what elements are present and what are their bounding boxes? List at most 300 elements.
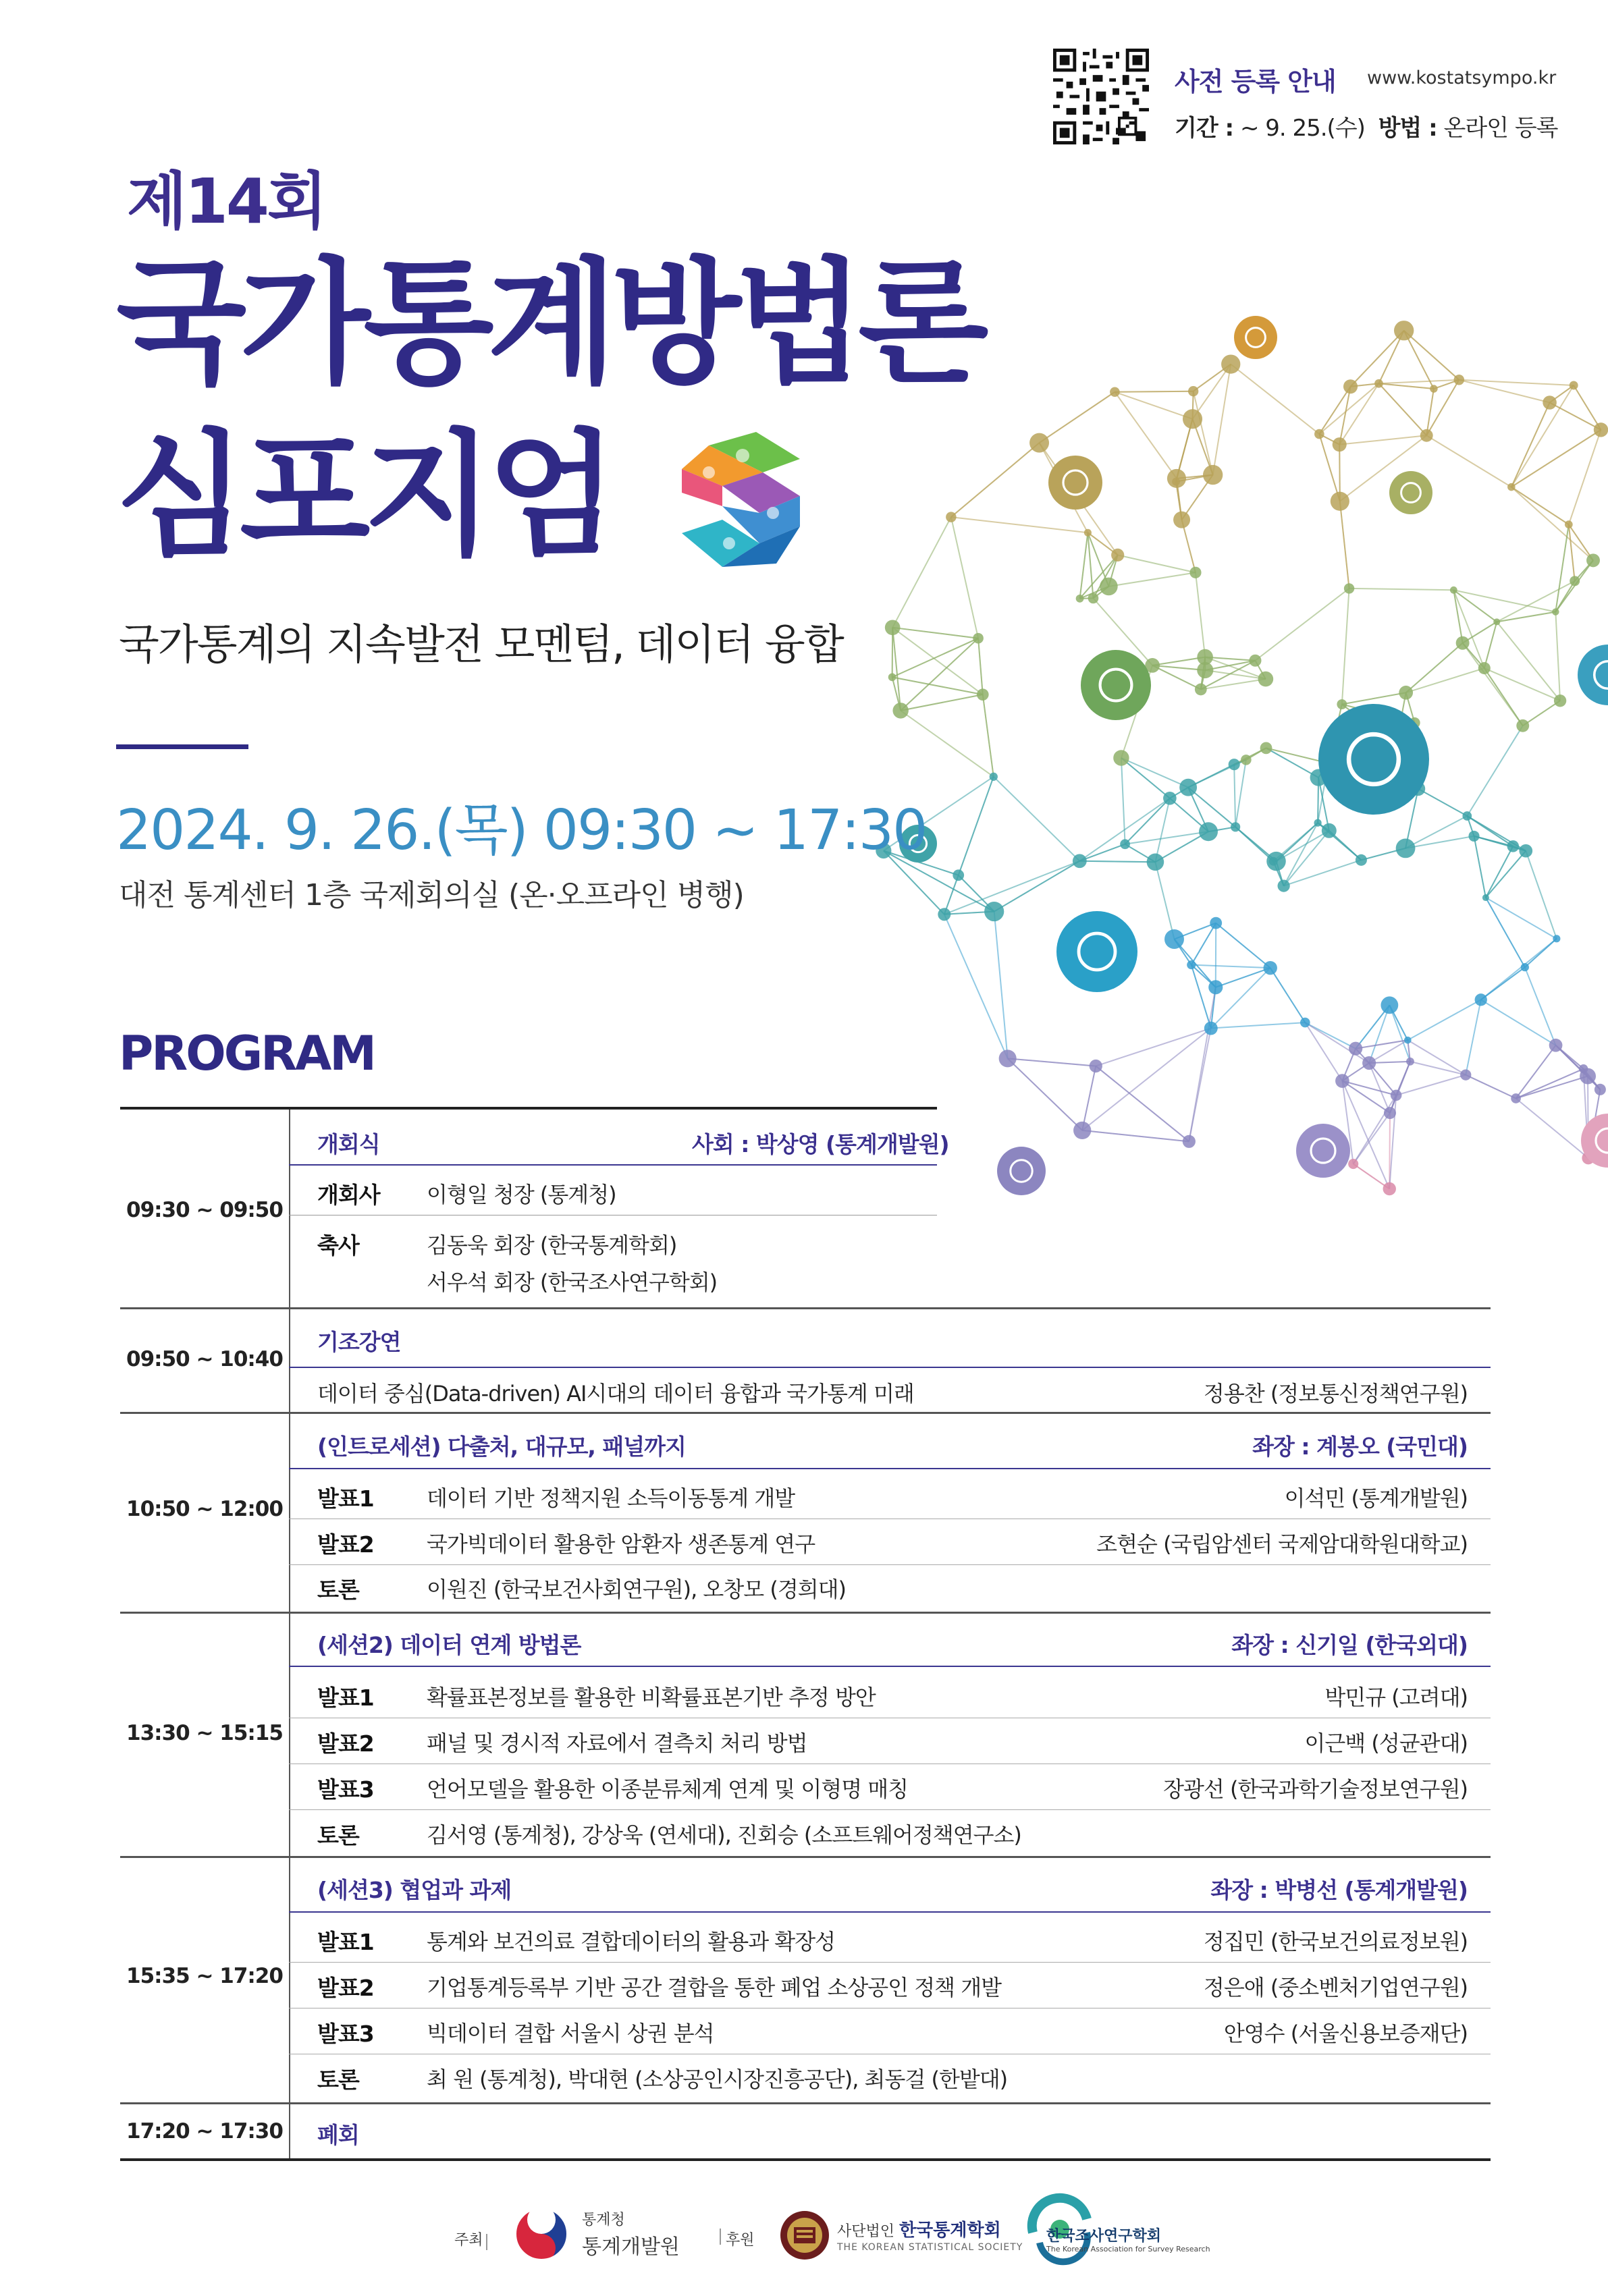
network-node xyxy=(999,1049,1017,1067)
network-edge xyxy=(1121,758,1188,788)
network-node xyxy=(1456,636,1470,650)
session1-underline xyxy=(289,1468,1491,1469)
session1-label: 발표2 xyxy=(317,1531,374,1558)
network-edge xyxy=(1378,380,1459,383)
network-edge xyxy=(1211,968,1270,1028)
network-node xyxy=(1519,844,1532,858)
network-edge xyxy=(1516,1045,1556,1099)
network-edge xyxy=(1121,758,1170,798)
row-divider xyxy=(120,2102,1491,2104)
period-label: 기간 : xyxy=(1175,115,1234,142)
network-node xyxy=(1348,1159,1358,1169)
network-node xyxy=(1173,512,1190,528)
network-edge xyxy=(994,861,1080,912)
network-node xyxy=(973,633,984,644)
period-value: ~ 9. 25.(수) xyxy=(1239,115,1365,142)
network-node xyxy=(1029,433,1049,453)
network-edge xyxy=(1115,392,1192,419)
session2-time: 13:30 ~ 15:15 xyxy=(126,1721,283,1745)
network-edge xyxy=(1152,657,1205,665)
network-node xyxy=(1349,1042,1362,1056)
session3-label: 발표2 xyxy=(317,1975,374,2001)
network-edge xyxy=(1351,331,1404,387)
network-node xyxy=(1183,1135,1196,1148)
network-edge xyxy=(994,912,1008,1059)
network-node xyxy=(1278,879,1290,892)
network-edge xyxy=(1410,1062,1466,1075)
session2-aff: 장광선 (한국과학기술정보연구원) xyxy=(1163,1776,1468,1802)
network-edge xyxy=(944,914,1008,1059)
network-edge xyxy=(1555,560,1593,611)
network-edge xyxy=(1096,1029,1211,1066)
sponsor-label: 후원 xyxy=(726,2232,755,2249)
footer-separator xyxy=(486,2234,487,2250)
host-label: 주최 xyxy=(454,2232,483,2249)
network-node xyxy=(1337,699,1347,709)
network-node xyxy=(946,512,957,522)
network-node xyxy=(1314,429,1324,439)
row-divider xyxy=(120,1856,1491,1858)
event-datetime: 2024. 9. 26.(목) 09:30 ~ 17:30 xyxy=(116,798,927,863)
network-edge xyxy=(1340,501,1349,589)
network-node xyxy=(977,688,989,701)
network-edge xyxy=(1369,1005,1389,1063)
session2-label: 토론 xyxy=(317,1822,359,1849)
network-edge xyxy=(1516,1076,1588,1099)
network-node xyxy=(1208,980,1223,994)
session3-text: 최 원 (통계청), 박대현 (소상공인시장진흥공단), 최동걸 (한밭대) xyxy=(427,2067,1008,2092)
network-node xyxy=(1594,422,1608,437)
network-node xyxy=(1187,960,1196,969)
session1-chair: 좌장 : 계봉오 (국민대) xyxy=(1252,1433,1468,1460)
network-edge xyxy=(901,711,994,777)
network-node xyxy=(1552,608,1559,615)
session3-row-divider xyxy=(289,1962,1491,1963)
row-divider xyxy=(120,1612,1491,1614)
network-edge xyxy=(1284,831,1329,886)
network-edge xyxy=(1079,798,1170,861)
kss-prefix: 사단법인 xyxy=(837,2223,895,2240)
network-edge xyxy=(1270,968,1306,1022)
network-node xyxy=(1147,853,1164,871)
network-node xyxy=(1454,375,1465,385)
kss-english-name: THE KOREAN STATISTICAL SOCIETY xyxy=(837,2242,1023,2253)
network-node xyxy=(1210,917,1222,929)
network-node xyxy=(1263,961,1277,975)
network-edge xyxy=(1235,760,1246,827)
network-node xyxy=(1335,1074,1349,1088)
network-node xyxy=(1394,321,1414,340)
opening-host: 사회 : 박상영 (통계개발원) xyxy=(692,1131,949,1157)
event-venue: 대전 통계센터 1층 국제회의실 (온·오프라인 병행) xyxy=(119,878,744,912)
network-edge xyxy=(1196,572,1205,657)
network-edge xyxy=(1406,643,1463,693)
area-chart-icon xyxy=(1296,1124,1350,1178)
network-edge xyxy=(983,694,994,777)
table-bottom-border xyxy=(120,2158,1491,2161)
host-name: 통계개발원 xyxy=(582,2235,680,2259)
network-node xyxy=(1195,684,1207,696)
opening-underline xyxy=(289,1164,937,1166)
network-edge xyxy=(1118,555,1196,572)
subtitle: 국가통계의 지속발전 모멘텀, 데이터 융합 xyxy=(119,620,843,669)
session2-label: 발표1 xyxy=(317,1685,374,1711)
network-node xyxy=(1511,1093,1521,1103)
network-edge xyxy=(1155,862,1174,939)
network-edge xyxy=(951,517,978,638)
opening-row-label: 개회사 xyxy=(317,1182,380,1208)
network-node xyxy=(1343,379,1358,393)
network-node xyxy=(1406,1058,1414,1066)
kasr-name: 한국조사연구학회 xyxy=(1046,2228,1162,2245)
network-edge xyxy=(1231,364,1319,434)
network-node xyxy=(1204,1022,1218,1035)
network-node xyxy=(1594,1084,1606,1095)
network-node xyxy=(1553,935,1560,942)
registration-details xyxy=(1175,109,1558,142)
network-node xyxy=(1570,576,1580,586)
network-node xyxy=(1507,483,1516,491)
network-edge xyxy=(1486,846,1513,898)
session2-text: 확률표본정보를 활용한 비확률표본기반 추정 방안 xyxy=(427,1685,876,1710)
network-node xyxy=(1475,993,1487,1006)
network-edge xyxy=(1525,967,1556,1045)
session1-aff: 조현순 (국립암센터 국제암대학원대학교) xyxy=(1096,1531,1468,1557)
network-node xyxy=(1183,409,1202,429)
bar-chart-icon xyxy=(1081,650,1151,720)
network-edge xyxy=(1305,1022,1342,1081)
network-edge xyxy=(1378,383,1433,389)
waveform-icon xyxy=(997,1147,1046,1195)
network-edge xyxy=(1125,831,1208,844)
network-edge xyxy=(1466,1000,1480,1074)
radar-chart-icon xyxy=(1056,911,1137,992)
network-edge xyxy=(892,677,983,694)
network-node xyxy=(1260,742,1272,754)
program-heading: PROGRAM xyxy=(119,1026,375,1081)
network-node xyxy=(1521,963,1529,971)
session2-text: 김서영 (통계청), 강상욱 (연세대), 진회승 (소프트웨어정책연구소) xyxy=(427,1822,1021,1848)
registration-url[interactable]: www.kostatsympo.kr xyxy=(1367,67,1557,88)
network-edge xyxy=(1486,851,1526,898)
network-edge xyxy=(1234,765,1235,827)
network-edge xyxy=(1216,968,1270,987)
method-value: 온라인 등록 xyxy=(1443,115,1558,142)
network-node xyxy=(1543,395,1557,410)
session3-text: 빅데이터 결합 서울시 상권 분석 xyxy=(427,2021,714,2046)
network-edge xyxy=(1474,836,1486,898)
network-edge xyxy=(892,638,978,678)
network-node xyxy=(1197,649,1213,665)
network-edge xyxy=(1235,827,1273,861)
network-edge xyxy=(1453,590,1462,643)
row-divider xyxy=(120,1307,1491,1309)
network-edge xyxy=(901,694,983,711)
network-node xyxy=(1269,857,1278,866)
network-edge xyxy=(1467,726,1522,816)
time-column-divider xyxy=(289,1110,290,2160)
network-node xyxy=(1374,379,1383,388)
network-node xyxy=(1356,854,1367,866)
keynote-speaker: 정용찬 (정보통신정책연구원) xyxy=(1203,1381,1468,1406)
network-edge xyxy=(994,777,1080,861)
session2-chair: 좌장 : 신기일 (한국외대) xyxy=(1231,1632,1468,1658)
network-node xyxy=(1549,1039,1563,1052)
network-edge xyxy=(1155,798,1169,863)
node-icon xyxy=(1389,471,1432,514)
network-node xyxy=(1221,354,1240,373)
network-node xyxy=(1586,553,1600,567)
network-node xyxy=(1120,839,1130,849)
network-node xyxy=(1396,839,1416,858)
network-edge xyxy=(1339,435,1426,444)
network-edge xyxy=(951,517,1088,532)
session3-chair: 좌장 : 박병선 (통계개발원) xyxy=(1210,1877,1468,1903)
session2-label: 발표3 xyxy=(317,1776,374,1803)
network-node xyxy=(1110,387,1120,397)
network-node xyxy=(1460,1070,1471,1081)
session2-aff: 이근백 (성균관대) xyxy=(1304,1730,1468,1756)
kss-name: 한국통계학회 xyxy=(899,2220,1001,2241)
network-node xyxy=(1516,719,1529,732)
pie-chart-icon xyxy=(1234,316,1277,359)
keynote-text: 데이터 중심(Data-driven) AI시대의 데이터 융합과 국가통계 미래 xyxy=(317,1381,914,1406)
session1-title: (인트로세션) 다출처, 대규모, 패널까지 xyxy=(317,1433,686,1460)
method-label: 방법 : xyxy=(1378,115,1437,142)
network-edge xyxy=(1191,965,1270,968)
title-line-1: 국가통계방법론 xyxy=(116,245,982,402)
network-edge xyxy=(1040,392,1115,443)
network-edge xyxy=(1096,1066,1189,1142)
network-edge xyxy=(1511,487,1569,525)
network-node xyxy=(1430,385,1438,393)
network-node xyxy=(1565,520,1573,528)
network-edge xyxy=(1080,532,1088,599)
network-edge xyxy=(1082,1029,1211,1130)
opening-row-label: 축사 xyxy=(317,1232,359,1259)
network-edge xyxy=(1079,844,1125,861)
network-node xyxy=(1381,996,1398,1014)
network-edge xyxy=(892,517,951,628)
session3-aff: 정집민 (한국보건의료정보원) xyxy=(1203,1929,1468,1955)
network-node xyxy=(1462,811,1472,821)
network-edge xyxy=(1466,1075,1516,1099)
session3-label: 토론 xyxy=(317,2067,359,2093)
session3-text: 기업통계등록부 기반 공간 결합을 통한 폐업 소상공인 정책 개발 xyxy=(427,1975,1002,2000)
network-node xyxy=(1420,429,1433,442)
network-edge xyxy=(1108,572,1196,586)
network-node xyxy=(1468,831,1479,842)
keynote-title: 기조강연 xyxy=(317,1329,401,1355)
network-node xyxy=(1088,593,1099,604)
network-edge xyxy=(1079,861,1155,863)
network-edge xyxy=(1555,612,1560,701)
session1-time: 10:50 ~ 12:00 xyxy=(126,1497,283,1521)
network-edge xyxy=(978,638,983,694)
network-node xyxy=(1383,1182,1396,1195)
network-node xyxy=(1199,822,1218,841)
network-edge xyxy=(1396,1075,1466,1095)
network-edge xyxy=(1008,1058,1096,1066)
network-node xyxy=(1172,478,1180,486)
table-top-border xyxy=(120,1107,937,1110)
network-edge xyxy=(1555,524,1568,611)
session3-aff: 정은애 (중소벤처기업연구원) xyxy=(1203,1975,1468,2000)
network-edge xyxy=(1115,392,1177,479)
network-node xyxy=(1100,578,1118,596)
network-node xyxy=(1090,1060,1102,1072)
network-edge xyxy=(1408,1000,1480,1040)
network-edge xyxy=(1516,1099,1588,1158)
session3-title: (세션3) 협업과 과제 xyxy=(317,1877,512,1903)
network-node xyxy=(1249,655,1261,667)
network-edge xyxy=(1255,589,1349,661)
keynote-time: 09:50 ~ 10:40 xyxy=(126,1347,283,1371)
network-node xyxy=(1391,1090,1402,1101)
keynote-underline xyxy=(289,1367,1491,1368)
network-edge xyxy=(1389,1005,1410,1062)
network-node xyxy=(892,703,908,718)
network-node xyxy=(1331,492,1349,511)
network-node xyxy=(1203,465,1223,485)
pie-chart-icon xyxy=(1318,704,1429,815)
session1-label: 발표1 xyxy=(317,1485,374,1512)
network-edge xyxy=(1125,798,1170,844)
session2-label: 발표2 xyxy=(317,1730,374,1757)
network-edge xyxy=(1516,1069,1584,1099)
network-node xyxy=(1362,1056,1376,1070)
closing-time: 17:20 ~ 17:30 xyxy=(126,2119,283,2143)
divider xyxy=(116,744,248,749)
network-edge xyxy=(1349,589,1454,590)
network-edge xyxy=(1497,622,1560,701)
session1-text: 국가빅데이터 활용한 암환자 생존통계 연구 xyxy=(427,1531,815,1557)
network-edge xyxy=(901,638,978,711)
network-node xyxy=(1482,894,1489,901)
network-node xyxy=(1084,529,1092,537)
network-edge xyxy=(1486,898,1525,967)
session3-label: 발표1 xyxy=(317,1929,374,1955)
network-node xyxy=(1333,437,1347,452)
network-edge xyxy=(1481,1000,1556,1045)
host-small-label: 통계청 xyxy=(582,2212,625,2229)
network-node xyxy=(1179,779,1197,796)
network-node xyxy=(1258,672,1274,687)
session1-text: 이원진 (한국보건사회연구원), 오창모 (경희대) xyxy=(427,1577,847,1602)
network-edge xyxy=(1216,923,1270,968)
network-edge xyxy=(1426,435,1511,487)
edition-number: 제14회 xyxy=(127,165,325,238)
network-edge xyxy=(1378,383,1426,435)
network-node xyxy=(1554,694,1566,707)
network-node xyxy=(1450,586,1457,594)
session2-underline xyxy=(289,1666,1491,1667)
network-node xyxy=(1231,822,1240,831)
network-node xyxy=(888,673,896,681)
network-edge xyxy=(1523,701,1560,726)
session1-text: 데이터 기반 정책지원 소득이동통계 개발 xyxy=(427,1485,795,1511)
network-node xyxy=(938,908,950,921)
opening-time: 09:30 ~ 09:50 xyxy=(126,1198,283,1222)
session2-aff: 박민규 (고려대) xyxy=(1324,1685,1468,1710)
network-node xyxy=(1241,755,1252,765)
session1-label: 토론 xyxy=(317,1577,359,1603)
network-node xyxy=(1478,662,1491,674)
network-edge xyxy=(1211,1022,1306,1028)
network-node xyxy=(1579,1064,1588,1073)
network-node xyxy=(990,773,998,781)
qr-code xyxy=(1053,49,1149,144)
network-node xyxy=(1229,759,1240,770)
session2-text: 언어모델을 활용한 이종분류체계 연계 및 이형명 매칭 xyxy=(427,1776,909,1802)
session1-aff: 이석민 (통계개발원) xyxy=(1284,1485,1468,1511)
session3-underline xyxy=(289,1911,1491,1913)
network-node xyxy=(1300,1018,1310,1028)
network-edge xyxy=(1342,589,1349,705)
network-edge xyxy=(1481,967,1525,1000)
network-edge xyxy=(959,777,994,875)
network-node xyxy=(1507,840,1520,852)
symposium-s-logo xyxy=(682,432,800,567)
network-edge xyxy=(1266,748,1319,777)
session3-label: 발표3 xyxy=(317,2021,374,2047)
network-node xyxy=(1404,1037,1412,1044)
network-node xyxy=(1399,686,1413,700)
network-edge xyxy=(951,443,1040,517)
network-edge xyxy=(1390,1062,1410,1113)
network-edge xyxy=(1525,939,1557,967)
network-node xyxy=(1189,567,1201,578)
session2-text: 패널 및 경시적 자료에서 결측치 처리 방법 xyxy=(427,1730,807,1756)
registration-title: 사전 등록 안내 xyxy=(1175,67,1336,97)
network-edge xyxy=(1189,987,1215,1142)
opening-row-text: 서우석 회장 (한국조사연구학회) xyxy=(427,1269,718,1295)
network-node xyxy=(1188,386,1198,396)
network-node xyxy=(1322,823,1337,838)
network-edge xyxy=(1486,898,1557,939)
network-sphere-graphic xyxy=(857,297,1608,1330)
network-node xyxy=(1384,1107,1396,1119)
network-edge xyxy=(944,861,1080,914)
opening-row-text: 이형일 청장 (통계청) xyxy=(427,1182,616,1207)
network-node xyxy=(1113,750,1129,765)
network-node xyxy=(1164,929,1184,949)
kss-emblem-icon xyxy=(778,2208,832,2262)
opening-title: 개회식 xyxy=(317,1131,380,1157)
network-edge xyxy=(1213,364,1231,475)
title-line-2: 심포지엄 xyxy=(116,417,611,574)
network-edge xyxy=(1115,391,1193,392)
network-edge xyxy=(1418,789,1467,816)
session2-title: (세션2) 데이터 연계 방법론 xyxy=(317,1632,581,1658)
network-node xyxy=(1076,595,1084,603)
network-node xyxy=(1570,381,1578,390)
session3-aff: 안영수 (서울신용보증재단) xyxy=(1223,2021,1468,2046)
opening-row-text: 김동욱 회장 (한국통계학회) xyxy=(427,1232,677,1258)
network-node xyxy=(885,620,901,635)
network-node xyxy=(984,902,1004,921)
network-node xyxy=(1163,792,1177,805)
network-edge xyxy=(1408,1040,1466,1075)
session3-text: 통계와 보건의료 결합데이터의 활용과 확장성 xyxy=(427,1929,836,1955)
network-edge xyxy=(1406,668,1484,692)
network-node xyxy=(1073,854,1087,868)
network-edge xyxy=(1191,923,1216,965)
network-edge xyxy=(1569,430,1601,524)
row-divider xyxy=(120,1412,1491,1414)
area-chart-icon xyxy=(1048,456,1102,510)
network-node xyxy=(953,869,964,881)
